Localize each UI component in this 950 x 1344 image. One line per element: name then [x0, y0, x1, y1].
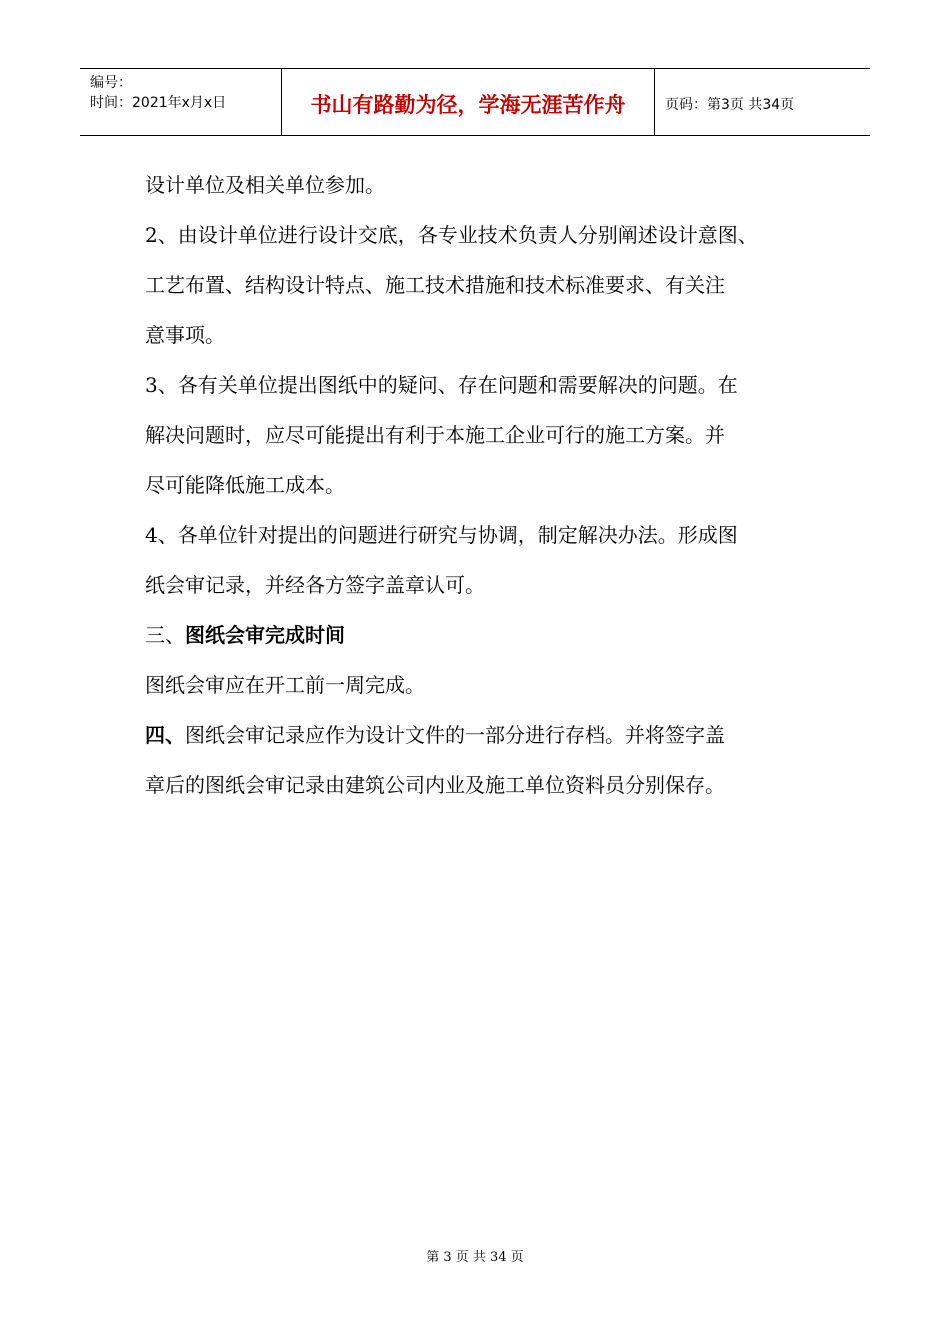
- section-number: 四、: [145, 723, 185, 747]
- body-line: 意事项。: [145, 323, 225, 347]
- section-title: 图纸会审完成时间: [185, 623, 345, 647]
- page-footer: 第 3 页 共 34 页: [426, 1250, 524, 1265]
- document-number-label: 编号：: [90, 75, 132, 91]
- body-line: 尽可能降低施工成本。: [145, 473, 345, 497]
- page-header: [80, 68, 870, 136]
- section-paragraph: [145, 710, 805, 760]
- header-motto: 书山有路勤为径，学海无涯苦作舟: [282, 69, 655, 135]
- section-text: 图纸会审记录应作为设计文件的一部分进行存档。并将签字盖: [185, 723, 725, 747]
- document-body: [145, 160, 805, 810]
- body-line: 解决问题时，应尽可能提出有利于本施工企业可行的施工方案。并: [145, 423, 725, 447]
- body-line: 章后的图纸会审记录由建筑公司内业及施工单位资料员分别保存。: [145, 773, 725, 797]
- body-line: 工艺布置、结构设计特点、施工技术措施和技术标准要求、有关注: [145, 273, 725, 297]
- section-heading: [145, 610, 805, 660]
- body-line: 图纸会审应在开工前一周完成。: [145, 673, 425, 697]
- header-meta-cell: [80, 69, 282, 135]
- section-number: 三、: [145, 623, 185, 647]
- document-date: 时间：2021年x月x日: [90, 95, 227, 111]
- body-line: 2、由设计单位进行设计交底，各专业技术负责人分别阐述设计意图、: [145, 223, 758, 247]
- body-line: 设计单位及相关单位参加。: [145, 173, 385, 197]
- body-line: 纸会审记录，并经各方签字盖章认可。: [145, 573, 485, 597]
- header-page-info: 页码：第3页 共34页: [665, 97, 795, 113]
- body-line: 3、各有关单位提出图纸中的疑问、存在问题和需要解决的问题。在: [145, 373, 738, 397]
- body-line: 4、各单位针对提出的问题进行研究与协调，制定解决办法。形成图: [145, 523, 738, 547]
